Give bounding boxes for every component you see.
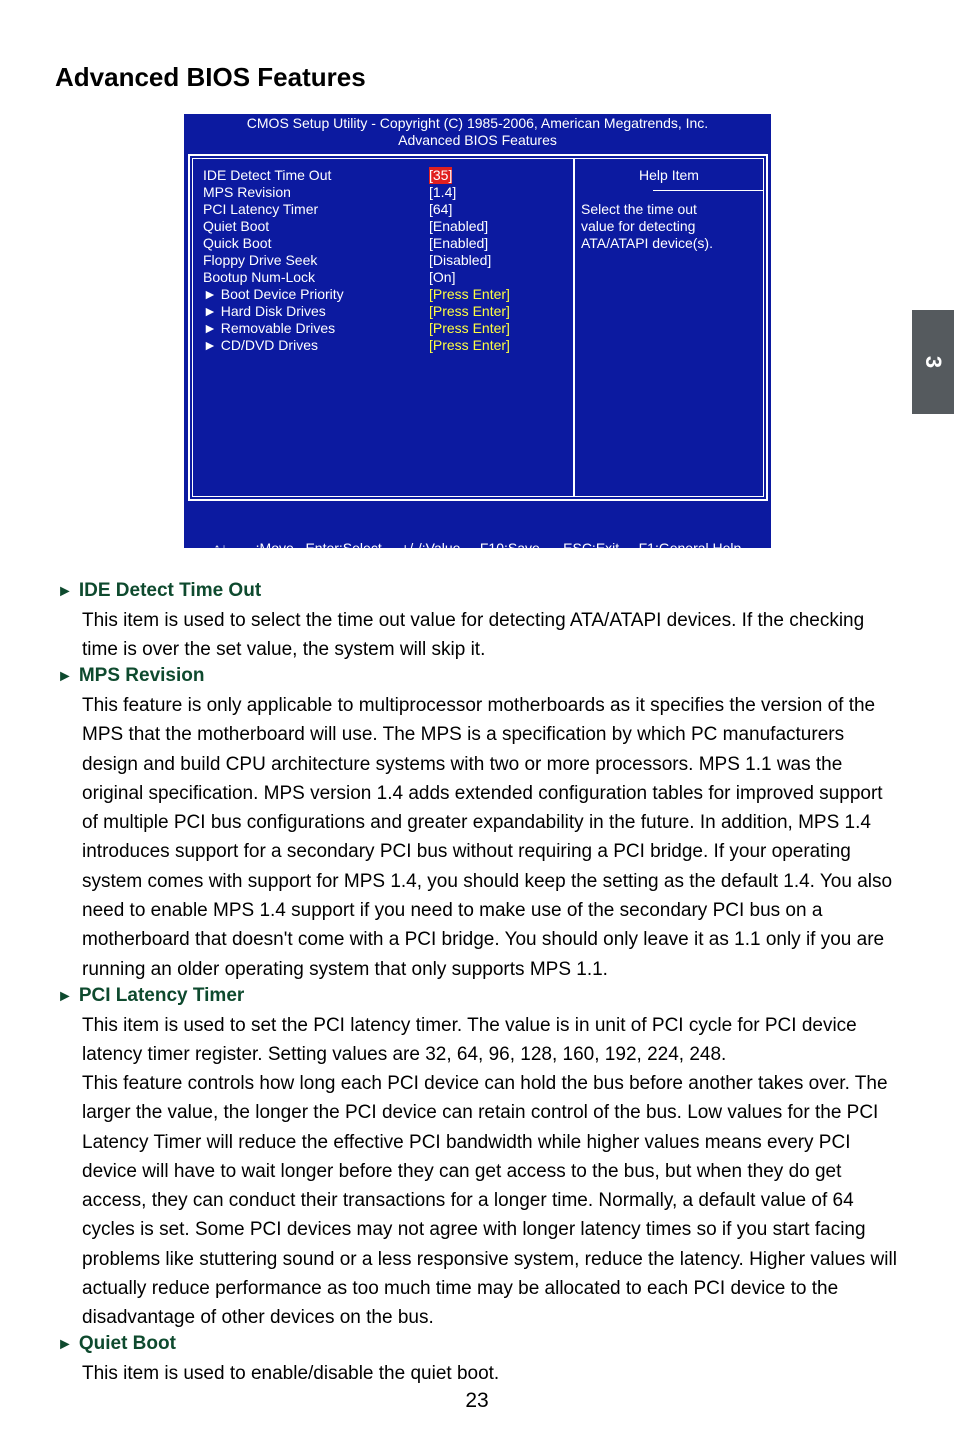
bios-item-label: PCI Latency Timer bbox=[203, 201, 319, 217]
bios-item-value[interactable]: [Enabled] bbox=[429, 235, 489, 251]
bios-item-value[interactable]: [35] bbox=[429, 167, 453, 183]
section-heading-text: PCI Latency Timer bbox=[78, 985, 245, 1006]
help-text bbox=[581, 201, 761, 252]
bios-item-cd-dvd[interactable] bbox=[203, 337, 563, 354]
bios-item-label: IDE Detect Time Out bbox=[203, 167, 332, 183]
bios-inner-frame bbox=[192, 158, 764, 497]
chapter-number: 3 bbox=[921, 355, 946, 369]
bios-item-label: Bootup Num-Lock bbox=[203, 269, 316, 285]
bios-item-label: ► Boot Device Priority bbox=[203, 286, 344, 302]
chapter-tab bbox=[912, 310, 954, 414]
triangle-bullet-icon: ► bbox=[57, 988, 73, 1005]
triangle-bullet-icon: ► bbox=[57, 583, 73, 600]
bios-item-value[interactable]: [Disabled] bbox=[429, 252, 492, 268]
bios-copyright: CMOS Setup Utility - Copyright (C) 1985-2006, American Megatrends, Inc. bbox=[246, 115, 709, 131]
section-paragraph: This feature controls how long each PCI device can hold the bus before another takes over. The larger the value, the longer the PCI device can retain control of the bus. Low values for the PCI Latency Timer will reduce the effective PCI bandwidth while higher values means every PCI device will have to wait longer before they can get access to the bus, but when they do get access, they can conduct their transactions for a longer time. Normally, a default value of 64 cycles is set. Some PCI devices may not agree with longer latency times so if you start facing problems like stuttering sound or a less responsive system, reduce the latency. Higher values will actually reduce performance as too much time may be allocated to each PCI device to the disadvantage of other devices on the bus. bbox=[82, 1073, 897, 1329]
bios-item-boot-priority[interactable] bbox=[203, 286, 563, 303]
section-heading-text: Quiet Boot bbox=[78, 1333, 176, 1354]
bios-header bbox=[184, 115, 771, 149]
bios-item-floppy-seek[interactable] bbox=[203, 252, 563, 269]
help-underline bbox=[653, 190, 763, 191]
bios-frame bbox=[188, 154, 768, 501]
bios-item-list bbox=[203, 167, 563, 354]
bios-item-value[interactable]: [Press Enter] bbox=[429, 337, 510, 353]
bios-item-pci-latency[interactable] bbox=[203, 201, 563, 218]
help-text-line: ATA/ATAPI device(s). bbox=[581, 235, 713, 251]
bios-footer-keys: ↑↓←→:Move Enter:Select +/-/:Value F10:Save ESC:Exit F1:General Help bbox=[213, 540, 742, 556]
bios-item-value[interactable]: [Press Enter] bbox=[429, 286, 510, 302]
bios-item-quick-boot[interactable] bbox=[203, 235, 563, 252]
bios-item-quiet-boot[interactable] bbox=[203, 218, 563, 235]
page-number: 23 bbox=[465, 1389, 489, 1412]
section-paragraph: This item is used to set the PCI latency timer. The value is in unit of PCI cycle for PCI device latency timer register. Setting values are 32, 64, 96, 128, 160, 192, 224, 248. bbox=[82, 1015, 857, 1066]
bios-screenshot bbox=[184, 114, 771, 607]
bios-pane-divider bbox=[573, 159, 575, 496]
bios-item-value[interactable]: [Press Enter] bbox=[429, 320, 510, 336]
bios-item-hard-disks[interactable] bbox=[203, 303, 563, 320]
bios-item-mps-revision[interactable] bbox=[203, 184, 563, 201]
section-heading-pci-latency bbox=[57, 985, 244, 1008]
section-heading-mps-revision bbox=[57, 665, 205, 688]
bios-item-removable[interactable] bbox=[203, 320, 563, 337]
bios-item-label: Quiet Boot bbox=[203, 218, 270, 234]
page-title: Advanced BIOS Features bbox=[55, 62, 366, 92]
section-heading-ide-detect bbox=[57, 580, 261, 603]
bios-item-num-lock[interactable] bbox=[203, 269, 563, 286]
help-text-line: Select the time out bbox=[581, 201, 697, 217]
bios-item-label: Floppy Drive Seek bbox=[203, 252, 318, 268]
bios-item-label: Quick Boot bbox=[203, 235, 272, 251]
section-paragraph: This feature is only applicable to multiprocessor motherboards as it specifies the version of the MPS that the motherboard will use. The MPS is a specification by which PC manufacturers design and build CPU architecture systems with two or more processors. MPS 1.1 was the original specification. MPS version 1.4 adds extended configuration tables for improved support of multiple PCI bus configurations and greater expandability in the future. In addition, MPS 1.4 introduces support for a secondary PCI bus without requiring a PCI bridge. If your operating system comes with support for MPS 1.4, you should keep the setting as the default 1.4. You also need to enable MPS 1.4 support if you need to make use of the secondary PCI bus on a motherboard that doesn't come with a PCI bridge. You should only leave it as 1.1 only if you are running an older operating system that only supports MPS 1.1. bbox=[82, 695, 893, 980]
bios-item-value[interactable]: [64] bbox=[429, 201, 453, 217]
help-title: Help Item bbox=[639, 167, 699, 183]
section-paragraph: This item is used to enable/disable the quiet boot. bbox=[82, 1363, 500, 1384]
triangle-bullet-icon: ► bbox=[57, 1336, 73, 1353]
bios-footer-defaults: F9:Optimized Defaults bbox=[408, 591, 547, 607]
triangle-bullet-icon: ► bbox=[57, 668, 73, 685]
bios-item-label: ► Hard Disk Drives bbox=[203, 303, 326, 319]
bios-item-value[interactable]: [Enabled] bbox=[429, 218, 489, 234]
bios-item-ide-detect[interactable] bbox=[203, 167, 563, 184]
bios-item-value[interactable]: [Press Enter] bbox=[429, 303, 510, 319]
section-heading-text: MPS Revision bbox=[78, 665, 205, 686]
section-heading-quiet-boot bbox=[57, 1333, 176, 1356]
bios-item-value[interactable]: [1.4] bbox=[429, 184, 457, 200]
help-text-line: value for detecting bbox=[581, 218, 696, 234]
bios-item-value[interactable]: [On] bbox=[429, 269, 456, 285]
bios-item-label: ► Removable Drives bbox=[203, 320, 336, 336]
bios-item-label: ► CD/DVD Drives bbox=[203, 337, 318, 353]
bios-screen-title: Advanced BIOS Features bbox=[398, 132, 557, 148]
bios-item-label: MPS Revision bbox=[203, 184, 291, 200]
section-heading-text: IDE Detect Time Out bbox=[78, 580, 262, 601]
section-paragraph: This item is used to select the time out value for detecting ATA/ATAPI devices. If the checking time is over the set value, the system will skip it. bbox=[82, 610, 865, 661]
